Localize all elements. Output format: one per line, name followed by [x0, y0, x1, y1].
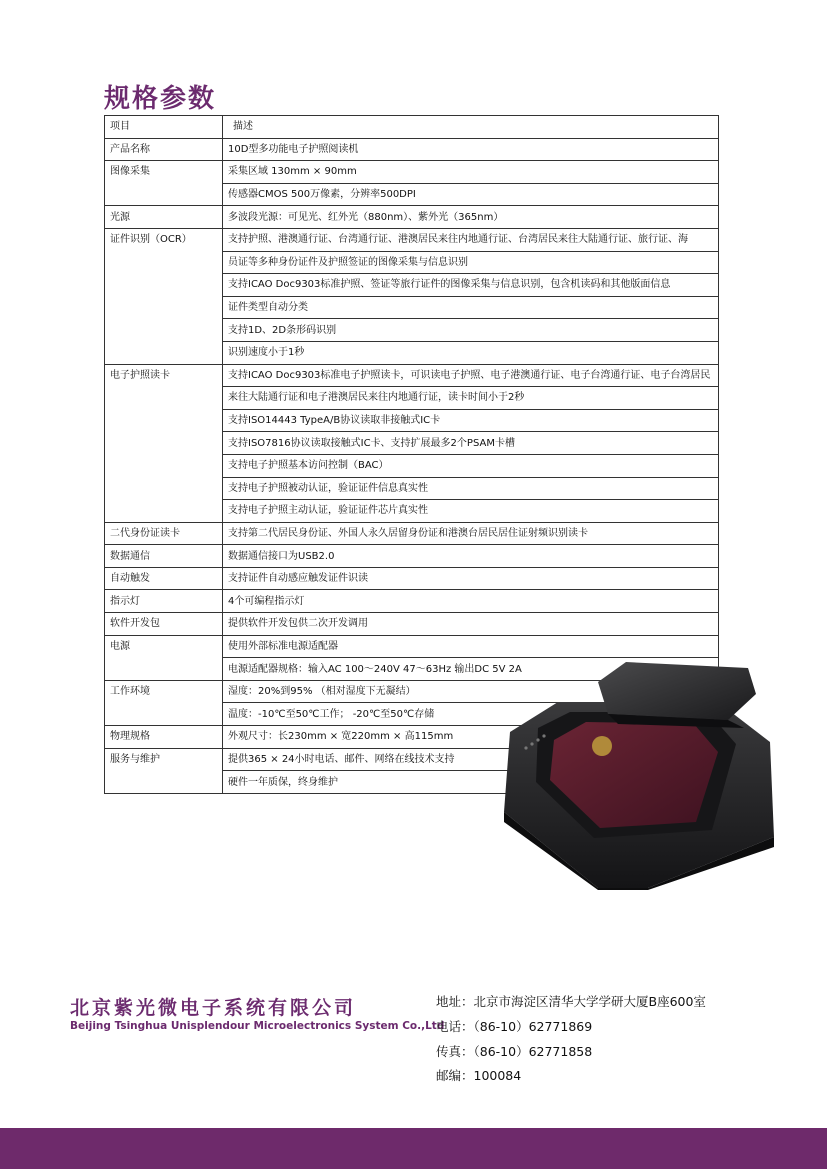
- company-name-en: Beijing Tsinghua Unisplendour Microelectronics System Co.,Ltd: [70, 1020, 445, 1032]
- row-value: 支持护照、港澳通行证、台湾通行证、港澳居民来往内地通行证、台湾居民来往大陆通行证、旅行证、海: [223, 228, 719, 251]
- row-value: 数据通信接口为USB2.0: [223, 545, 719, 568]
- row-label: 指示灯: [105, 590, 223, 613]
- contact-postcode: 邮编：100084: [436, 1068, 522, 1083]
- table-row: [105, 228, 719, 251]
- row-value: 外观尺寸：长230mm × 宽220mm × 高115mm: [223, 726, 719, 749]
- row-value: 多波段光源：可见光、红外光（880nm）、紫外光（365nm）: [223, 206, 719, 229]
- table-row: [105, 522, 719, 545]
- row-value: 员证等多种身份证件及护照签证的图像采集与信息识别: [223, 251, 719, 274]
- row-value: 支持电子护照被动认证，验证证件信息真实性: [223, 477, 719, 500]
- row-label: 软件开发包: [105, 613, 223, 636]
- row-value: 证件类型自动分类: [223, 296, 719, 319]
- row-value: 硬件一年质保，终身维护: [223, 771, 719, 794]
- row-label: 证件识别（OCR）: [105, 228, 223, 364]
- row-value: 传感器CMOS 500万像素，分辨率500DPI: [223, 183, 719, 206]
- row-label: 物理规格: [105, 726, 223, 749]
- row-label: 数据通信: [105, 545, 223, 568]
- page-title: 规格参数: [104, 84, 217, 114]
- row-value: 4个可编程指示灯: [223, 590, 719, 613]
- row-value: 支持1D、2D条形码识别: [223, 319, 719, 342]
- row-value: 10D型多功能电子护照阅读机: [223, 138, 719, 161]
- table-header-desc: 描述: [223, 116, 719, 139]
- table-header-item: 项目: [105, 116, 223, 139]
- row-label: 图像采集: [105, 161, 223, 206]
- contact-address: 地址：北京市海淀区清华大学学研大厦B座600室: [436, 994, 706, 1009]
- passport-reader-image: [498, 662, 778, 890]
- table-row: [105, 138, 719, 161]
- row-label: 服务与维护: [105, 748, 223, 793]
- row-label: 电源: [105, 635, 223, 680]
- row-value: 采集区域 130mm × 90mm: [223, 161, 719, 184]
- row-value: 支持电子护照主动认证，验证证件芯片真实性: [223, 500, 719, 523]
- table-row: [105, 116, 719, 139]
- row-label: 工作环境: [105, 680, 223, 725]
- table-row: [105, 364, 719, 387]
- table-row: [105, 590, 719, 613]
- row-value: 支持第二代居民身份证、外国人永久居留身份证和港澳台居民居住证射频识别读卡: [223, 522, 719, 545]
- row-value: 支持证件自动感应触发证件识读: [223, 567, 719, 590]
- row-value: 支持电子护照基本访问控制（BAC）: [223, 454, 719, 477]
- row-label: 光源: [105, 206, 223, 229]
- table-row: [105, 635, 719, 658]
- row-label: 自动触发: [105, 567, 223, 590]
- row-label: 电子护照读卡: [105, 364, 223, 522]
- company-name-cn: 北京紫光微电子系统有限公司: [70, 997, 357, 1019]
- footer-bar: [0, 1128, 827, 1169]
- contact-fax: 传真：（86-10）62771858: [436, 1044, 593, 1059]
- row-value: 来往大陆通行证和电子港澳居民来往内地通行证，读卡时间小于2秒: [223, 387, 719, 410]
- row-value: 提供软件开发包供二次开发调用: [223, 613, 719, 636]
- row-value: 湿度：20%到95% （相对湿度下无凝结）: [223, 680, 719, 703]
- row-label: 产品名称: [105, 138, 223, 161]
- row-label: 二代身份证读卡: [105, 522, 223, 545]
- row-value: 支持ICAO Doc9303标准电子护照读卡，可识读电子护照、电子港澳通行证、电子台湾通行证、电子台湾居民: [223, 364, 719, 387]
- row-value: 温度：-10℃至50℃工作； -20℃至50℃存储: [223, 703, 719, 726]
- row-value: 使用外部标准电源适配器: [223, 635, 719, 658]
- contact-phone: 电话：（86-10）62771869: [436, 1019, 593, 1034]
- table-row: [105, 613, 719, 636]
- row-value: 支持ISO7816协议读取接触式IC卡、支持扩展最多2个PSAM卡槽: [223, 432, 719, 455]
- table-row: [105, 545, 719, 568]
- row-value: 识别速度小于1秒: [223, 341, 719, 364]
- row-value: 电源适配器规格：输入AC 100～240V 47～63Hz 输出DC 5V 2A: [223, 658, 719, 681]
- row-value: 提供365 × 24小时电话、邮件、网络在线技术支持: [223, 748, 719, 771]
- row-value: 支持ISO14443 TypeA/B协议读取非接触式IC卡: [223, 409, 719, 432]
- table-row: [105, 567, 719, 590]
- row-value: 支持ICAO Doc9303标准护照、签证等旅行证件的图像采集与信息识别，包含机读码和其他版面信息: [223, 274, 719, 297]
- table-row: [105, 206, 719, 229]
- table-row: [105, 161, 719, 184]
